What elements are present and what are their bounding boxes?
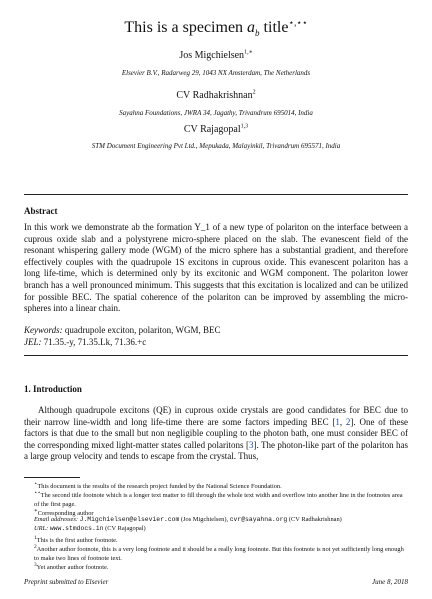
citation-link[interactable]: 2 [345,416,351,427]
email-link[interactable]: cvr@sayahna.org [229,516,288,523]
footnote-author-2: $^2$Another author footnote, this is a very long footnote and it should be a really long footnote. But this footnote is not yet sufficiently long enough to make two lines of footnote text. [34,544,404,562]
footnote-title-1: ⋆This document is the results of the research project funded by the National Science Foundation. [34,481,282,491]
paper-page [24,0,408,599]
footer-preprint: Preprint submitted to Elsevier [24,578,109,586]
footnote-rule [24,477,80,478]
affiliation-3: STM Document Engineering Pvt Ltd., Mepukada, Malayinkil, Trivandrum 695571, India [91,142,341,150]
jel-value: 71.35.-y, 71.35.Lk, 71.36.+c [43,337,147,347]
abstract-text: In this work we demonstrate ab the formation Y_1 of a new type of polariton on the interface between a cuprous oxide slab and a polystyrene micro-sphere placed on the slab. The evanescent field of the resonant whispering gallery mode (WGM) of the micro sphere has a substantial gradient, and therefore effectively couples with the quadrupole 1S excitons in cuprous oxide. This evanescent polariton has a long life-time, which is determined only by its excitonic and WGM component. The polariton lower branch has a well pronounced minimum. This suggests that this excitation is localized and can be utilized for possible BEC. The spatial coherence of the polariton can be improved by assembling the micro-spheres into a linear chain. [24,222,408,314]
author-name: Jos Migchielsen [179,50,245,61]
affiliation-2: Sayahna Foundations, JWRA 34, Jagathy, Trivandrum 695014, India [119,109,313,117]
author-3 [24,124,408,136]
author-marks: 1,∗ [244,49,253,56]
bottom-rule [24,355,408,356]
section-heading: 1. Introduction [24,384,82,394]
author-name: CV Rajagopal [183,124,241,135]
citation-link[interactable]: 1 [335,416,340,427]
keywords-label: Keywords: [24,325,63,335]
affiliation-1: Elsevier B.V., Radarweg 29, 1043 NX Amsterdam, The Netherlands [121,69,311,77]
title-marks: ⋆,⋆⋆ [288,17,308,28]
paper-title [24,18,408,43]
page-footer [24,578,408,586]
jel-codes [24,337,408,349]
footnote-title-2: ⋆⋆The second title footnote which is a longer text matter to fill through the whole text width and overflow into another line in the footnotes area of the first page. [34,490,403,508]
top-rule [24,194,408,195]
author-name: CV Radhakrishnan [176,90,253,101]
footnote-author-3: $^3$Yet another author footnote. [34,562,109,572]
keywords-value: quadrupole exciton, polariton, WGM, BEC [64,325,221,335]
footer-date: June 8, 2018 [372,578,408,586]
citation-link[interactable]: 3 [248,439,254,450]
footnote-url: URL: www.stmdocs.in (CV Rajagopal) [34,525,146,532]
author-marks: 2 [252,89,256,96]
title-math-sub: b [255,28,260,39]
introduction-text: Although quadrupole excitons (QE) in cuprous oxide crystals are good candidates for BEC due to their narrow line-width and long life-time there are some factors impeding BEC [1, 2]. One of these factors is that due to the small but non negligible coupling to the photon bath, one must consider BEC of the corresponding mixed light-matter states called polaritons [3]. The photon-like part of the polariton has a large group velocity and tends to escape from the crystal. Thus, [24,405,409,462]
title-math: a [247,19,256,36]
jel-label: JEL: [24,337,42,347]
url-link[interactable]: www.stmdocs.in [49,525,104,532]
title-text: This is a specimen [124,19,244,36]
author-2 [24,90,408,102]
email-link[interactable]: J.Migchielsen@elsevier.com [79,516,180,523]
footnote-author-1: $^1$This is the first author footnote. [34,535,118,545]
footnote-emails: Email addresses: J.Migchielsen@elsevier.com (Jos Migchielsen), cvr@sayahna.org (CV Radhakrishnan) [34,516,342,523]
abstract-heading: Abstract [24,206,58,216]
keywords [24,325,408,337]
author-marks: 1,3 [240,123,249,130]
footnote-corresponding: ∗Corresponding author [34,508,94,518]
title-tail: title [259,19,289,36]
author-1 [24,50,408,62]
